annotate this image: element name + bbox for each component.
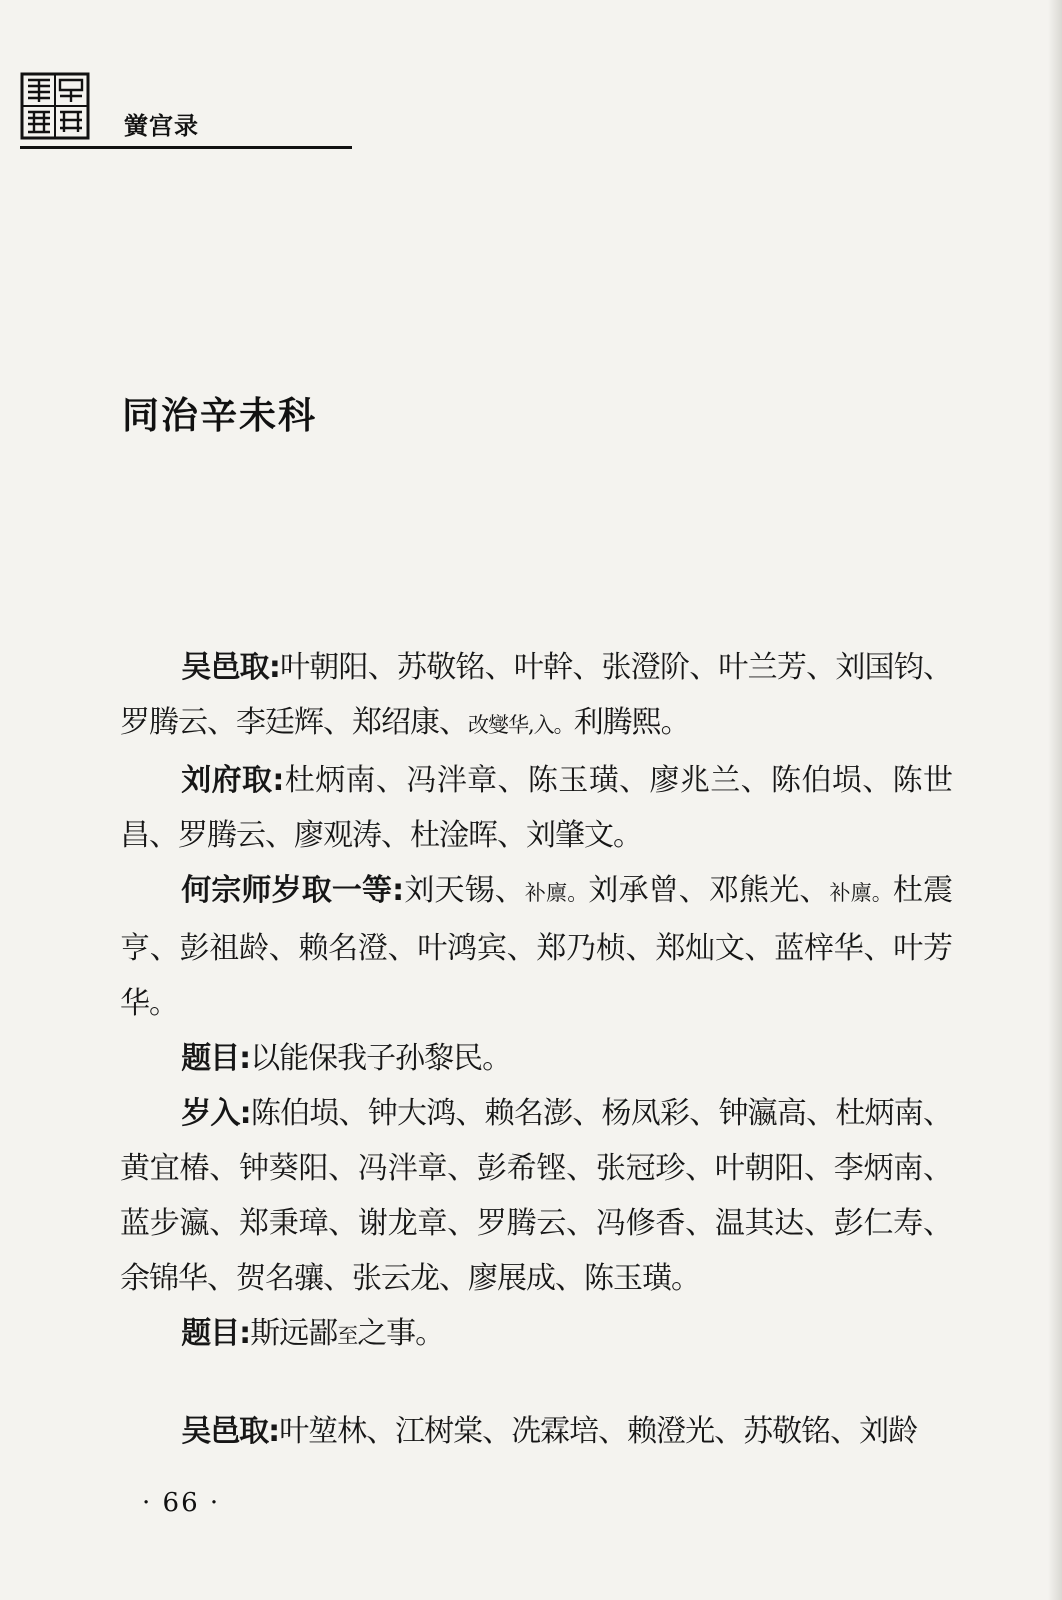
paragraph-label: 吴邑取: [181,1414,280,1449]
paragraph-text: 杜震亨、彭祖龄、赖名澄、叶鸿宾、郑乃桢、郑灿文、蓝梓华、叶芳华。 [120,873,953,1021]
paragraph-label: 吴邑取: [181,650,280,685]
paragraph-text: 杜炳南、冯泮章、陈玉璜、廖兆兰、陈伯埙、陈世昌、罗腾云、廖观涛、杜淦晖、刘肇文。 [120,763,953,853]
paragraph-label: 岁入: [181,1096,251,1131]
paragraph-text: 以能保我子孙黎民。 [250,1041,512,1076]
inline-note: 至 [337,1324,358,1348]
inline-note: 补廪。 [829,881,893,905]
chapter-title: 同治辛未科 [122,394,317,437]
book-title: 黉宫录 [124,112,199,140]
paragraph-text: 刘承曾、邓熊光、 [588,873,830,908]
paragraph-wuyi-qu-2 [120,1404,952,1459]
paragraph-timu-2 [120,1306,952,1364]
body-text [120,640,952,1459]
paragraph-text: 叶堃林、江树棠、冼霖培、赖澄光、苏敬铭、刘龄 [279,1414,918,1449]
paragraph-label: 刘府取: [181,763,284,798]
inline-note: 补廪。 [524,881,589,905]
page-header [20,72,352,152]
inline-note: 改燮华,入。 [468,713,574,737]
paragraph-suiru [120,1086,952,1306]
paragraph-label: 题目: [181,1041,251,1076]
paragraph-text: 之事。 [357,1316,445,1351]
paragraph-he-zongshi [120,863,952,1031]
paragraph-text: 叶朝阳、苏敬铭、叶幹、张澄阶、叶兰芳、刘国钧、罗腾云、李廷辉、郑绍康、 [120,650,953,740]
paragraph-liufu-qu [120,753,952,863]
header-rule [20,146,352,149]
paragraph-timu-1 [120,1031,952,1086]
paragraph-text: 陈伯埙、钟大鸿、赖名澎、杨凤彩、钟瀛高、杜炳南、黄宜椿、钟葵阳、冯泮章、彭希铿、张冠珍、叶朝阳、李炳南、蓝步瀛、郑秉璋、谢龙章、罗腾云、冯修香、温其达、彭仁寿、余锦华、贺名骧、张云龙、廖展成、陈玉璜。 [120,1096,953,1296]
paragraph-wuyi-qu-1 [120,640,952,753]
section-gap [120,1364,952,1404]
seal-logo-icon [20,72,90,140]
paragraph-label: 何宗师岁取一等: [181,873,404,908]
scan-edge [1048,0,1062,1600]
paragraph-label: 题目: [181,1316,251,1351]
paragraph-text: 斯远鄙 [250,1316,338,1351]
page-number: · 66 · [142,1488,221,1518]
paragraph-text: 利腾熙。 [573,705,690,740]
paragraph-text: 刘天锡、 [403,873,525,908]
